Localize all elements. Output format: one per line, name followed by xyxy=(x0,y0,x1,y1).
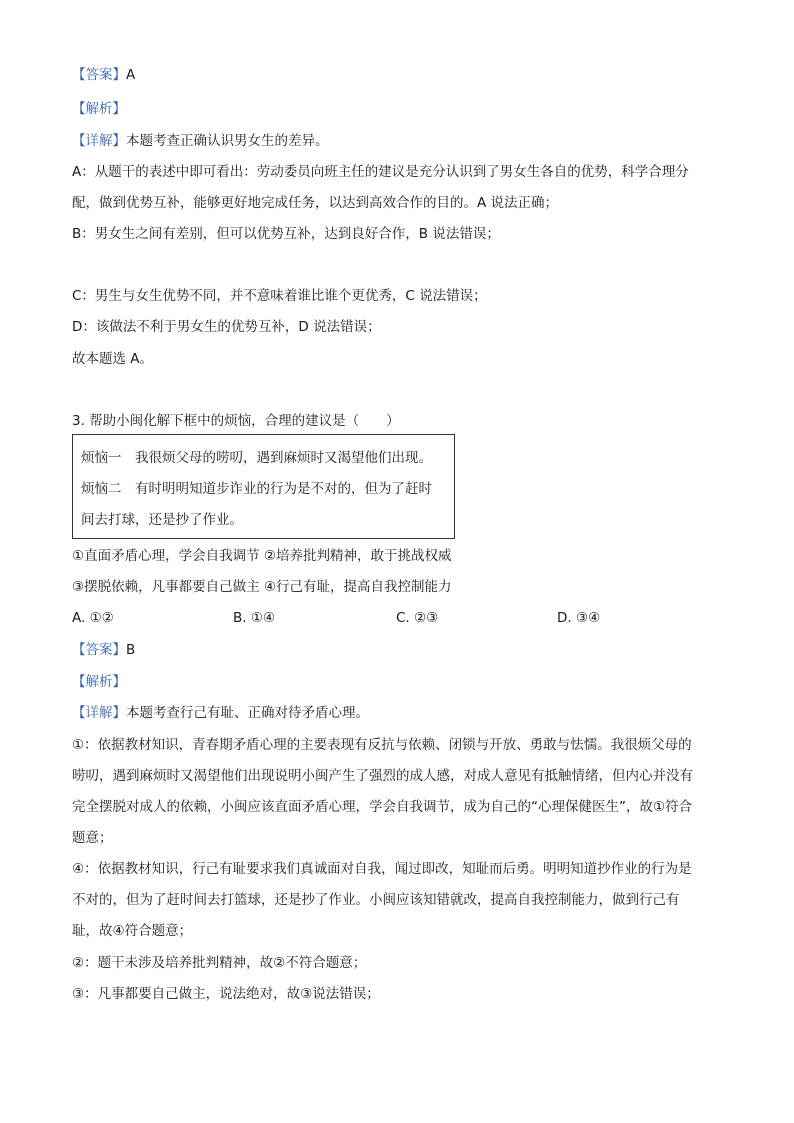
q2-answer-value: A xyxy=(126,67,136,83)
q3-box-line-1: 烦恼一 我很烦父母的唠叨，遇到麻烦时又渴望他们出现。 xyxy=(81,450,432,466)
q2-line-6: 故本题选 A。 xyxy=(72,351,154,367)
q3-detail-label: 【详解】 xyxy=(72,705,126,721)
q3-line-3: 完全摆脱对成人的依赖，小闽应该直面矛盾心理，学会自我调节，成为自己的“心理保健医生”，故①符合 xyxy=(72,799,693,815)
q3-statement-1: ①直面矛盾心理，学会自我调节 ②培养批判精神，敢于挑战权威 xyxy=(72,548,452,564)
q2-line-1: A：从题干的表述中即可看出：劳动委员向班主任的建议是充分认识到了男女生各自的优势，科学合理分 xyxy=(72,164,689,180)
q2-detail-label: 【详解】 xyxy=(72,133,126,149)
q3-option-c: C. ②③ xyxy=(396,610,439,626)
q3-statement-2: ③摆脱依赖，凡事都要自己做主 ④行己有耻，提高自我控制能力 xyxy=(72,579,452,595)
q3-box-line-2: 烦恼二 有时明明知道步诈业的行为是不对的，但为了赶时 xyxy=(81,481,432,497)
q3-analysis-label: 【解析】 xyxy=(72,674,126,690)
q2-line-2: 配，做到优势互补，能够更好地完成任务，以达到高效合作的目的。A 说法正确； xyxy=(72,195,559,211)
q3-line-6: 不对的，但为了赶时间去打篮球，还是抄了作业。小闽应该知错就改，提高自我控制能力，做到行己有 xyxy=(72,892,680,908)
q3-answer-value: B xyxy=(126,642,136,658)
q3-line-8: ②：题干未涉及培养批判精神，故②不符合题意； xyxy=(72,955,367,971)
q3-line-4: 题意； xyxy=(72,830,113,846)
q2-line-4: C：男生与女生优势不同，并不意味着谁比谁个更优秀，C 说法错误； xyxy=(72,288,487,304)
q3-line-2: 唠叨，遇到麻烦时又渴望他们出现说明小闽产生了强烈的成人感，对成人意见有抵触情绪，但内心并没有 xyxy=(72,768,693,784)
q2-detail-line xyxy=(72,131,329,151)
q3-answer-line xyxy=(72,640,135,660)
q3-line-5: ④：依据教材知识，行己有耻要求我们真诚面对自我，闻过即改，知耻而后勇。明明知道抄作业的行为是 xyxy=(72,861,692,877)
q3-option-b: B. ①④ xyxy=(233,610,276,626)
q3-box-line-3: 间去打球，还是抄了作业。 xyxy=(81,512,243,528)
q3-stem: 3. 帮助小闽化解下框中的烦恼，合理的建议是（ ） xyxy=(72,413,400,429)
q3-line-7: 耻，故④符合题意； xyxy=(72,923,193,939)
q3-answer-label: 【答案】 xyxy=(72,642,126,658)
q2-analysis-label: 【解析】 xyxy=(72,101,126,117)
q3-detail-text: 本题考查行己有耻、正确对待矛盾心理。 xyxy=(126,705,369,721)
q2-detail-text: 本题考查正确认识男女生的差异。 xyxy=(126,133,329,149)
q3-option-d: D. ③④ xyxy=(557,610,601,626)
q2-line-5: D：该做法不利于男女生的优势互补，D 说法错误； xyxy=(72,319,381,335)
q3-worry-box xyxy=(72,434,455,539)
q3-line-1: ①：依据教材知识，青春期矛盾心理的主要表现有反抗与依赖、闭锁与开放、勇敢与怯懦。我很烦父母的 xyxy=(72,737,692,753)
q3-detail-line xyxy=(72,703,369,723)
q2-line-3: B：男女生之间有差别，但可以优势互补，达到良好合作，B 说法错误； xyxy=(72,226,500,242)
q2-answer-line xyxy=(72,65,135,85)
q3-line-9: ③：凡事都要自己做主，说法绝对，故③说法错误； xyxy=(72,986,380,1002)
q2-answer-label: 【答案】 xyxy=(72,67,126,83)
q3-option-a: A. ①② xyxy=(72,610,114,626)
